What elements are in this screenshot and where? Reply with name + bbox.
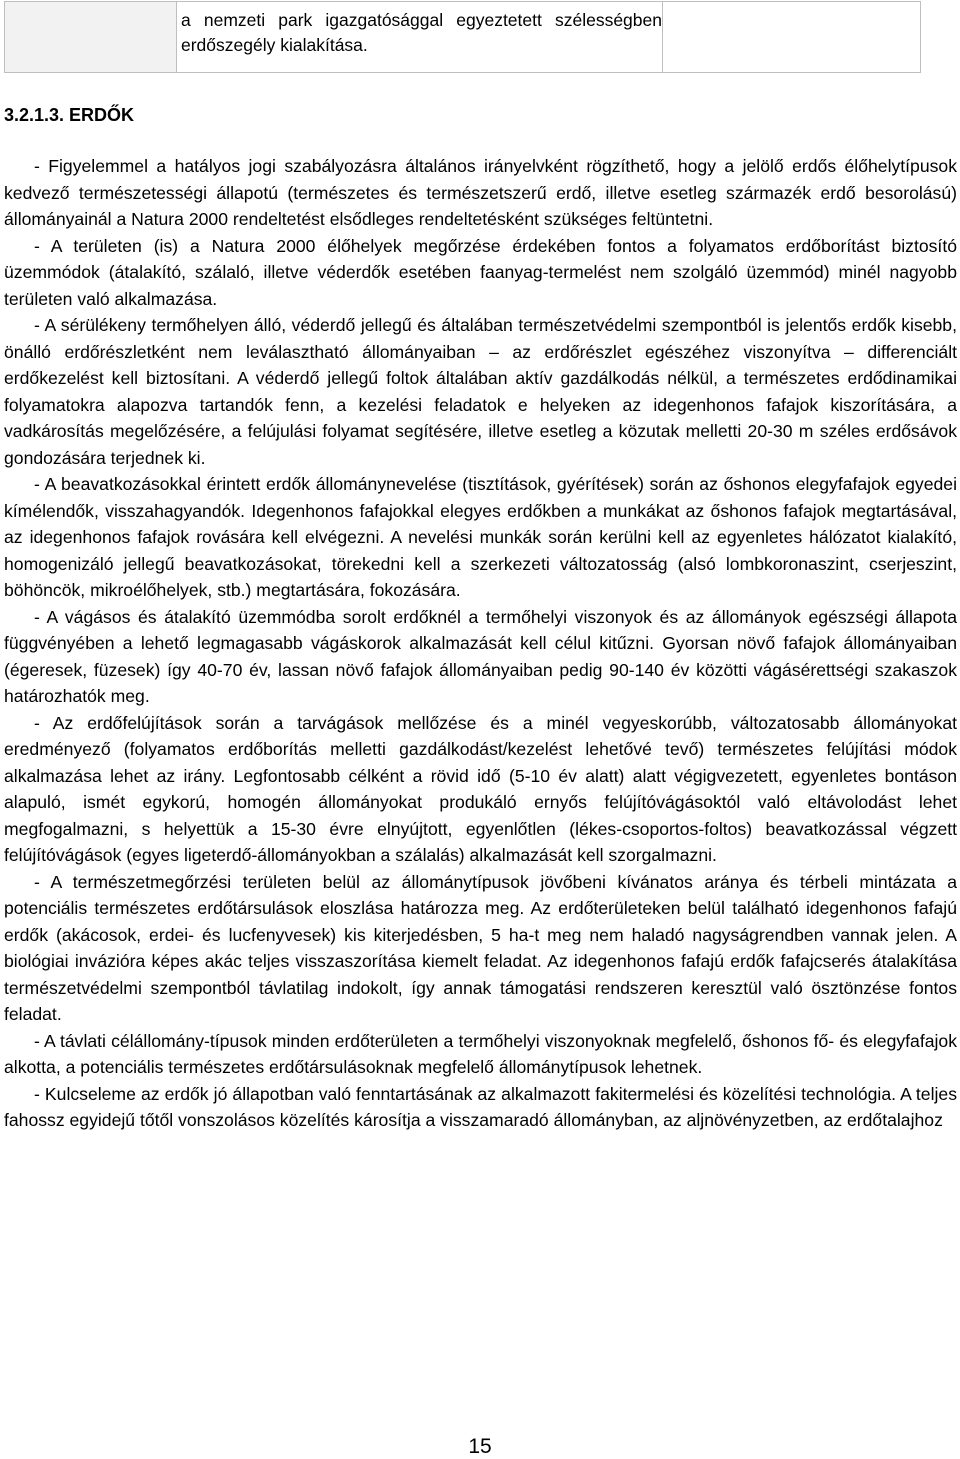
paragraph: - A beavatkozásokkal érintett erdők állománynevelése (tisztítások, gyérítések) során az őshonos elegyfafajok egyedei kímélendők, visszahagyandók. Idegenhonos fafajokkal elegyes erdőkben a munkákat az őshonos fafajok megtartásával, az idegenhonos fafajok rovására kell elvégezni. A nevelési munkák során kerülni kell az egyenletes hálózatot kialakító, homogenizáló jellegű beavatkozásokat, törekedni kell a szerkezeti változatosság (alsó lombkoronaszint, cserjeszint, böhöncök, mikroélőhelyek, stb.) megtartására, fokozására. <box>4 474 957 600</box>
paragraph: - A természetmegőrzési területen belül az állománytípusok jövőbeni kívánatos aránya és térbeli mintázata a potenciális természetes erdőtársulások eloszlása határozza meg. Az erdőterületeken belül található idegenhonos fafajú erdők (akácosok, erdei- és lucfenyvesek) kis kiterjedésben, 5 ha-t meg nem haladó nagyságrendben vannak jelen. A biológiai invázióra képes akác teljes visszaszorítása kiemelt feladat. Az idegenhonos fafajú erdők fafajcserés átalakítása természetvédelmi szempontból távlatilag indokolt, így annak támogatási rendszeren keresztül való ösztönzése fontos feladat. <box>4 871 957 1024</box>
paragraph: - A távlati célállomány-típusok minden erdőterületen a termőhelyi viszonyoknak megfelelő, őshonos fő- és elegyfafajok alkotta, a potenciális természetes erdőtársulásoknak megfelelő állománytípusok lehetnek. <box>4 1030 957 1077</box>
paragraph: - A területen (is) a Natura 2000 élőhelyek megőrzése érdekében fontos a folyamatos erdőborítást biztosító üzemmódok (átalakító, szálaló, illetve véderdők esetében faanyag-termelést nem szolgáló üzemmód) minél nagyobb területen való alkalmazása. <box>4 235 957 309</box>
page-number: 15 <box>468 1435 492 1458</box>
table-cell-text <box>177 2 663 73</box>
paragraph: - Kulcseleme az erdők jó állapotban való fenntartásának az alkalmazott fakitermelési és közelítési technológia. A teljes fahossz egyidejű tőtől vonszolásos közelítés károsítja a visszamaradó állományban, az aljnövényzetben, az erdőtalajhoz <box>4 1083 957 1130</box>
paragraph: - A vágásos és átalakító üzemmódba sorolt erdőknél a termőhelyi viszonyok és az állományok egészségi állapota függvényében a lehető legmagasabb vágáskorok alkalmazását kell célul kitűzni. Gyorsan növő fafajok állományaiban (égeresek, füzesek) így 40-70 év, lassan növő fafajok állományaiban pedig 90-140 év közötti vágásérettségi szakaszok határozhatók meg. <box>4 606 957 706</box>
header-table <box>4 1 921 73</box>
body-text <box>4 153 957 1134</box>
table-cell-empty-right <box>663 2 921 73</box>
paragraph: - A sérülékeny termőhelyen álló, véderdő jellegű és általában természetvédelmi szempontból is jelentős erdők kisebb, önálló erdőrészletként nem leválasztható állományaiban – az erdőrészlet egészéhez viszonyítva – differenciált erdőkezelést kell biztosítani. A véderdő jellegű foltok általában aktív gazdálkodás nélkül, a természetes erdődinamikai folyamatokra alapozva tartandók fenn, a kezelési feladatok e helyeken az idegenhonos fafajok kiszorítására, a vadkárosítás megelőzésére, a felújulási folyamat segítésére, illetve esetleg a közutak melletti 20-30 m széles erdősávok gondozására terjednek ki. <box>4 315 957 468</box>
paragraph: - Az erdőfelújítások során a tarvágások mellőzése és a minél vegyeskorúbb, változatosabb állományokat eredményező (folyamatos erdőborítás melletti gazdálkodást/kezelést lehetővé tevő) természetes felújítási módok alkalmazása lehet az irány. Legfontosabb célként a rövid idő (5-10 év alatt) alatt végigvezetett, egyenletes bontáson alapuló, ismét egykorú, homogén állományokat produkáló ernyős felújítóvágásoktól való eltávolodást lehet megfogalmazni, s helyettük a 15-30 évre elnyújtott, egyenlőtlen (lékes-csoportos-foltos) beavatkozással végzett felújítóvágások (egyes ligeterdő-állományokban a szálalás) alkalmazását kell szorgalmazni. <box>4 712 957 865</box>
table-cell-text-content: a nemzeti park igazgatósággal egyeztetett szélességben erdőszegély kialakítása. <box>181 10 662 55</box>
table-cell-empty-left <box>5 2 177 73</box>
section-heading: 3.2.1.3. ERDŐK <box>4 105 135 125</box>
paragraph: - Figyelemmel a hatályos jogi szabályozásra általános irányelvként rögzíthető, hogy a jelölő erdős élőhelytípusok kedvező természetességi állapotú (természetes és természetszerű erdő, illetve esetleg származék erdő besorolású) állományainál a Natura 2000 rendeltetést elsődleges rendeltetésként szükséges feltüntetni. <box>4 156 957 229</box>
